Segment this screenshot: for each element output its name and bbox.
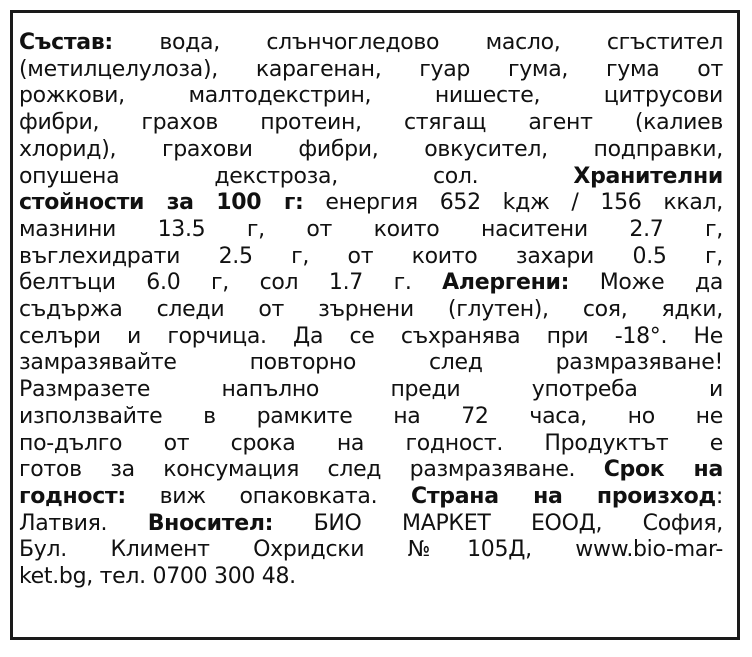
label-line [19, 429, 723, 459]
label-heading: годност: [19, 483, 126, 509]
label-line [19, 295, 723, 325]
label-line [19, 348, 723, 378]
label-line [19, 402, 723, 432]
label-line [19, 162, 723, 192]
label-line [19, 509, 723, 539]
label-text-segment: Може да [569, 270, 724, 296]
label-line [19, 28, 723, 58]
label-line [19, 108, 723, 138]
label-line [19, 55, 723, 85]
label-heading: стойности за 100 г: [19, 190, 304, 216]
label-text-segment: (метилцелулоза), карагенан, гуар гума, гума от [19, 56, 723, 82]
label-line [19, 375, 723, 405]
label-text-segment: БИО МАРКЕТ ЕООД, София, [273, 510, 723, 536]
label-text-segment: рожкови, малтодекстрин, нишесте, цитрусови [19, 83, 723, 109]
label-text-segment: Латвия. [19, 510, 148, 536]
label-text-segment: енергия 652 kдж / 156 ккал, [303, 190, 723, 216]
label-text-segment: : [715, 483, 723, 509]
label-text-segment: виж опаковката. [125, 483, 411, 509]
label-text-segment: ket.bg, тел. 0700 300 48. [19, 564, 296, 589]
label-heading: Състав: [19, 30, 113, 55]
label-text-segment: Размразете напълно преди употреба и [19, 377, 723, 403]
label-line [19, 215, 723, 245]
label-text-segment: селъри и горчица. Да се съхранява при -18°. Не [19, 323, 723, 349]
label-heading: Вносител: [147, 510, 274, 536]
label-line [19, 535, 723, 565]
label-text-segment: замразявайте повторно след размразяване! [19, 350, 723, 376]
label-line [19, 562, 723, 592]
label-line [19, 455, 723, 485]
label-line [19, 322, 723, 352]
label-line [19, 135, 723, 165]
label-text-segment: по-дълго от срока на годност. Продуктът е [19, 430, 723, 456]
label-text-segment: въглехидрати 2.5 г, от които захари 0.5 г, [19, 243, 723, 269]
label-text-segment: Бул. Климент Охридски №105Д, www.bio-mar- [19, 537, 723, 563]
label-text-segment: хлорид), грахови фибри, овкусител, подправки, [19, 136, 723, 162]
label-heading: Хранителни [573, 163, 723, 189]
label-heading: Алергени: [442, 270, 570, 296]
label-text-segment: опушена декстроза, сол. [19, 163, 574, 189]
label-text-segment: фибри, грахов протеин, стягащ агент (калиев [19, 110, 723, 136]
label-text-segment: вода, слънчогледово масло, сгъстител [112, 30, 723, 55]
label-text-segment: белтъци 6.0 г, сол 1.7 г. [19, 270, 443, 296]
label-line [19, 268, 723, 298]
label-line [19, 188, 723, 218]
label-line [19, 242, 723, 272]
label-heading: Страна на произход [411, 483, 716, 509]
label-heading: Срок на [603, 457, 724, 483]
label-line [19, 81, 723, 111]
label-text-segment: мазнини 13.5 г, от които наситени 2.7 г, [19, 216, 723, 242]
label-line [19, 482, 723, 512]
label-text-segment: готов за консумация след размразяване. [19, 457, 604, 483]
label-text-segment: използвайте в рамките на 72 часа, но не [19, 403, 723, 429]
label-text-segment: съдържа следи от зърнени (глутен), соя, ядки, [19, 297, 723, 322]
